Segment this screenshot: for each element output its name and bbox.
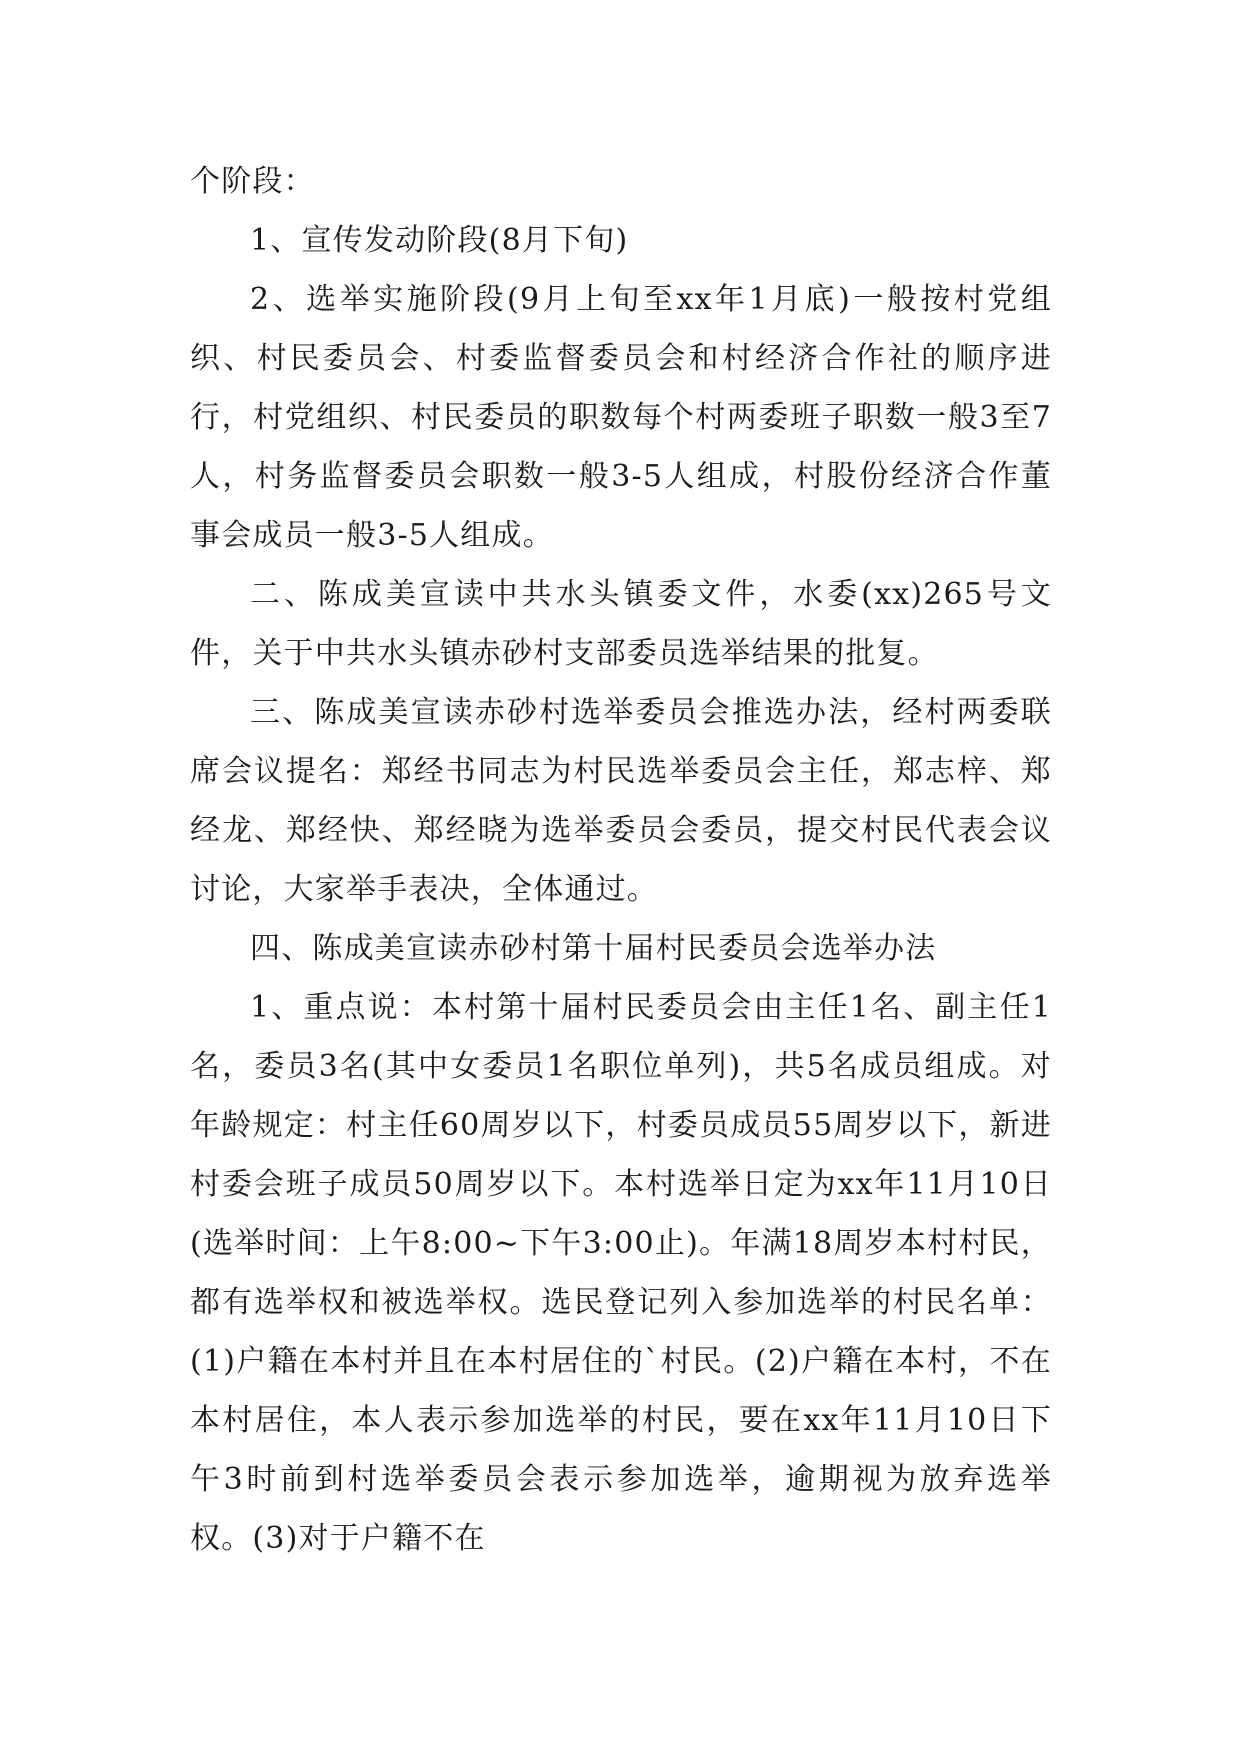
paragraph-stage-1: 1、宣传发动阶段(8月下旬) [250, 223, 629, 258]
paragraph-stage-intro: 个阶段： [190, 164, 315, 199]
paragraph-item-4: 四、陈成美宣读赤砂村第十届村民委员会选举办法 [250, 931, 937, 966]
paragraph-stage-2: 2、选举实施阶段(9月上旬至xx年1月底)一般按村党组织、村民委员会、村委监督委员会和村经济合作社的顺序进行，村党组织、村民委员的职数每个村两委班子职数一般3至7人，村务监督委员会职数一般3-5人组成，村股份经济合作董事会成员一般3-5人组成。 [190, 282, 1052, 553]
paragraph-item-2: 二、陈成美宣读中共水头镇委文件，水委(xx)265号文件，关于中共水头镇赤砂村支部委员选举结果的批复。 [190, 577, 1052, 671]
paragraph-election-rules: 1、重点说：本村第十届村民委员会由主任1名、副主任1名，委员3名(其中女委员1名职位单列)，共5名成员组成。对年龄规定：村主任60周岁以下，村委员成员55周岁以下，新进村委会班子成员50周岁以下。本村选举日定为xx年11月10日(选举时间：上午8:00~下午3:00止)。年满18周岁本村村民，都有选举权和被选举权。选民登记列入参加选举的村民名单：(1)户籍在本村并且在本村居住的`村民。(2)户籍在本村，不在本村居住，本人表示参加选举的村民，要在xx年11月10日下午3时前到村选举委员会表示参加选举，逾期视为放弃选举权。(3)对于户籍不在 [190, 990, 1052, 1556]
paragraph-item-3: 三、陈成美宣读赤砂村选举委员会推选办法，经村两委联席会议提名：郑经书同志为村民选举委员会主任，郑志梓、郑经龙、郑经快、郑经晓为选举委员会委员，提交村民代表会议讨论，大家举手表决，全体通过。 [190, 695, 1052, 907]
document-body [190, 152, 1052, 1568]
